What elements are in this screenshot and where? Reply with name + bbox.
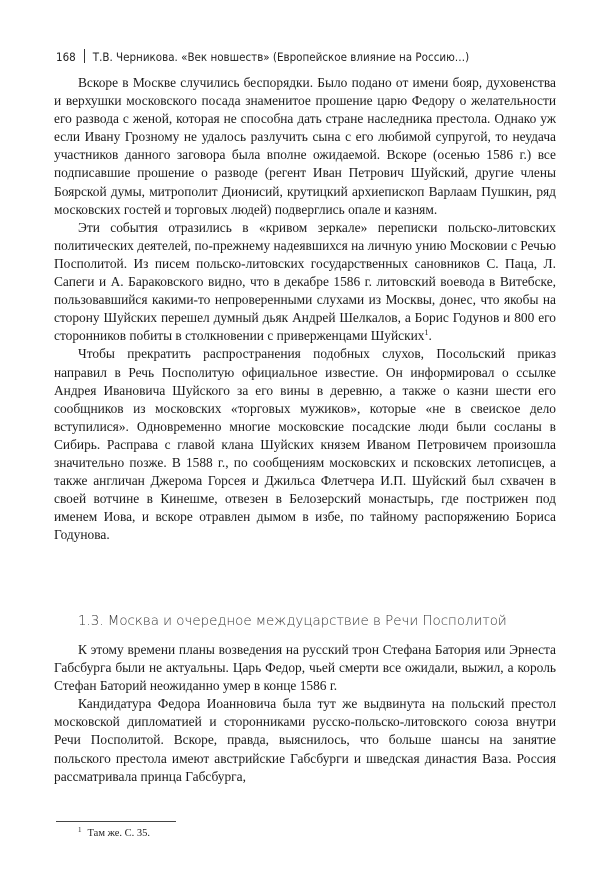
running-title: Т.В. Черникова. «Век новшеств» (Европейское влияние на Россию…) (92, 50, 470, 64)
paragraph-3: Чтобы прекратить распространения подобных слухов, Посольский приказ направил в Речь Посполитую официальное известие. Он информировал о ссылке Андрея Ивановича Шуйского за его вины в деревню, а также о казни шести его сообщников из московских «торговых мужиков», которые «не в свеиское дело вступилися». Одновременно многие московские посадские люди были сосланы в Сибирь. Расправа с главой клана Шуйских князем Иваном Петровичем произошла значительно позже. В 1588 г., по сообщениям московских и псковских летописцев, а также англичан Джерома Горсея и Джильса Флетчера И.П. Шуйский был схвачен в своей вотчине в Кинешме, отвезен в Белозерский монастырь, где пострижен под именем Иова, и вскоре отравлен дымом в избе, по тайному распоряжению Бориса Годунова. (54, 346, 556, 543)
header-separator (84, 49, 85, 63)
page-number: 168 (56, 50, 76, 64)
footnote (78, 828, 150, 839)
paragraph-5: Кандидатура Федора Иоанновича была тут же выдвинута на польский престол московской дипломатией и сторонниками русско-польско-литовского союза внутри Речи Посполитой. Вскоре, правда, выяснилось, что больше шансы на занятие польского престола имеют австрийские Габсбурги и шведская династия Ваза. Россия рассматривала принца Габсбурга, (54, 696, 556, 784)
section-text (54, 641, 556, 786)
footnote-ref: 1 (424, 328, 429, 338)
running-head (56, 49, 469, 64)
paragraph-4: К этому времени планы возведения на русский трон Стефана Батория или Эрнеста Габсбурга были не актуальны. Царь Федор, чьей смерти все ожидали, выжил, а король Стефан Баторий неожиданно умер в конце 1586 г. (54, 642, 556, 694)
section-heading: 1.3. Москва и очередное междуцарствие в Речи Посполитой (78, 614, 507, 629)
main-text (54, 74, 556, 544)
footnote-text: Там же. С. 35. (87, 828, 150, 839)
paragraph-1: Вскоре в Москве случились беспорядки. Было подано от имени бояр, духовенства и верхушки московского посада знаменитое прошение царю Федору о желательности его развода с женой, которая не способна дать стране наследника престола. Однако уж если Ивану Грозному не удалось разлучить сына с его любимой супругой, то неудача участников данного заговора была вполне ожидаемой. Вскоре (осенью 1586 г.) все подписавшие прошение о разводе (регент Иван Петрович Шуйский, другие члены Боярской думы, митрополит Дионисий, крутицкий архиепископ Варлаам Пушкин, ряд московских гостей и торговых людей) подверглись опале и казням. (54, 75, 556, 217)
paragraph-2: Эти события отразились в «кривом зеркале» переписки польско-литовских политических деятелей, по-прежнему надеявшихся на личную унию Московии с Речью Посполитой. Из писем польско-литовских государственных сановников С. Паца, Л. Сапеги и А. Бараковского видно, что в декабре 1586 г. литовский воевода в Витебске, пользовавшийся какими-то непроверенными слухами из Москвы, донес, что якобы на сторону Шуйских перешел думный дьяк Андрей Шелкалов, а Борис Годунов и 800 его сторонников побиты в столкновении с приверженцами Шуйских$^1$. (54, 219, 556, 344)
paragraph-2-text: Эти события отразились в «кривом зеркале» переписки польско-литовских политических деятелей, по-прежнему надеявшихся на личную унию Московии с Речью Посполитой. Из писем польско-литовских государственных сановников С. Паца, Л. Сапеги и А. Бараковского видно, что в декабре 1586 г. литовский воевода в Витебске, пользовавшийся какими-то непроверенными слухами из Москвы, донес, что якобы на сторону Шуйских перешел думный дьяк Андрей Шелкалов, а Борис Годунов и 800 его сторонников побиты в столкновении с приверженцами Шуйских (54, 219, 556, 344)
footnote-rule (56, 821, 176, 822)
footnote-marker: 1 (78, 826, 82, 834)
